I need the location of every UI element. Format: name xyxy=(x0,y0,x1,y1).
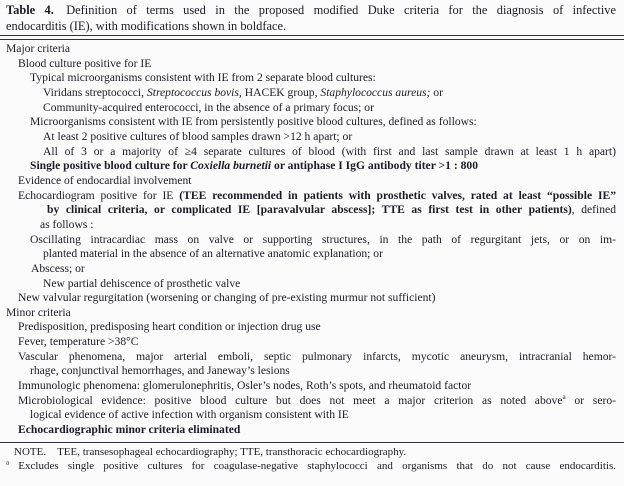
text-run: Table 4. xyxy=(6,3,54,17)
text-run: New partial dehiscence of prosthetic valve xyxy=(43,276,241,290)
note-line xyxy=(0,445,624,460)
text-run: Major criteria xyxy=(6,42,71,55)
criteria-line xyxy=(0,57,624,72)
criteria-line xyxy=(0,335,624,350)
text-run: Streptococcus bovis, xyxy=(146,85,242,99)
criteria-line xyxy=(0,71,624,86)
criteria-line xyxy=(0,145,624,160)
text-run: Oscillating intracardiac mass on valve or supporting structures, in the path of regurgitant jets, or on im- xyxy=(30,232,616,246)
bottom-rule xyxy=(0,442,624,443)
criteria-line xyxy=(0,174,624,189)
text-run: Microbiological evidence: positive blood culture but does not meet a major criterion as noted above xyxy=(18,393,563,407)
caption-line xyxy=(0,3,624,19)
criteria-line xyxy=(0,233,624,248)
criteria-line xyxy=(0,408,624,423)
text-run: Abscess; or xyxy=(31,261,85,275)
text-run: Minor criteria xyxy=(6,305,71,319)
table-caption xyxy=(0,3,624,34)
text-run: Immunologic phenomena: glomerulonephritis, Osler’s nodes, Roth’s spots, and rheumatoid factor xyxy=(18,379,472,393)
text-run: Typical microorganisms consistent with IE from 2 separate blood cultures: xyxy=(30,71,376,85)
text-run: Vascular phenomena, major arterial emboli, septic pulmonary infarcts, mycotic aneurysm, intracranial hemor- xyxy=(18,349,616,363)
criteria-line xyxy=(0,394,624,409)
criteria-line xyxy=(0,320,624,335)
top-rule xyxy=(0,35,624,40)
text-run: Microorganisms consistent with IE from persistently positive blood cultures, defined as follows: xyxy=(30,115,477,129)
text-run: a xyxy=(6,459,10,467)
text-run: or xyxy=(430,85,443,99)
criteria-line xyxy=(0,350,624,365)
note-line xyxy=(0,459,624,474)
criteria-line xyxy=(0,262,624,277)
caption-line xyxy=(0,19,624,35)
text-run: New valvular regurgitation (worsening or changing of pre-existing murmur not sufficient) xyxy=(18,291,436,305)
criteria-line xyxy=(0,189,624,204)
text-run: by clinical criteria, or complicated IE [paravalvular abscess]; TTE as first test in other patients) xyxy=(47,203,572,217)
text-run: HACEK group, xyxy=(241,85,321,99)
text-run: endocarditis (IE), with modifications shown in boldface. xyxy=(6,18,287,33)
text-run: or sero- xyxy=(565,393,616,407)
criteria-line xyxy=(0,379,624,394)
text-run: Staphylococcus aureus; xyxy=(320,85,431,99)
text-run: Predisposition, predisposing heart condition or injection drug use xyxy=(18,320,321,334)
text-run: or antiphase I IgG antibody titer >1 : 800 xyxy=(271,159,478,173)
text-run: All of 3 or a majority of ≥4 separate cultures of blood (with first and last sample drawn at least 1 h apart) xyxy=(43,144,616,158)
criteria-line xyxy=(0,159,624,174)
criteria-line xyxy=(0,203,624,218)
criteria-line xyxy=(0,86,624,101)
criteria-line xyxy=(0,277,624,292)
text-run: planted material in the absence of an alternative anatomic explanation; or xyxy=(43,247,383,261)
criteria-line xyxy=(0,291,624,306)
text-run: as follows : xyxy=(40,217,94,231)
text-run: Coxiella burnetii xyxy=(190,159,272,173)
criteria-line xyxy=(0,423,624,438)
text-run: , defined xyxy=(571,203,617,217)
table-notes xyxy=(0,445,624,474)
text-run: Definition of terms used in the proposed modified Duke criteria for the diagnosis of infective xyxy=(53,3,616,17)
text-run: logical evidence of active infection with organism consistent with IE xyxy=(30,408,349,422)
text-run: At least 2 positive cultures of blood samples drawn >12 h apart; or xyxy=(43,129,353,143)
text-run: Blood culture positive for IE xyxy=(18,56,152,70)
criteria-line xyxy=(0,247,624,262)
criteria-line xyxy=(0,101,624,116)
criteria-line xyxy=(0,115,624,130)
text-run: Community-acquired enterococci, in the absence of a primary focus; or xyxy=(43,100,374,114)
text-run: Evidence of endocardial involvement xyxy=(18,173,192,187)
criteria-line xyxy=(0,130,624,145)
text-run: (TEE recommended in patients with prosthetic valves, rated at least “possible IE” xyxy=(179,188,616,202)
text-run: Fever, temperature >38°C xyxy=(18,335,139,349)
criteria-line xyxy=(0,218,624,233)
text-run: Viridans streptococci, xyxy=(43,85,147,99)
text-run: Echocardiographic minor criteria eliminated xyxy=(18,423,241,437)
criteria-list xyxy=(0,42,624,438)
criteria-line xyxy=(0,42,624,57)
text-run: a xyxy=(562,392,566,401)
text-run: rhage, conjunctival hemorrhages, and Janeway’s lesions xyxy=(30,364,290,378)
criteria-line xyxy=(0,306,624,321)
text-run: Single positive blood culture for xyxy=(30,159,191,173)
text-run: Echocardiogram positive for IE xyxy=(18,188,180,202)
text-run: NOTE. TEE, transesophageal echocardiography; TTE, transthoracic echocardiography. xyxy=(14,445,407,458)
criteria-line xyxy=(0,364,624,379)
text-run: Excludes single positive cultures for coagulase-negative staphylococci and organisms that do not cause endocarditis. xyxy=(9,460,616,473)
